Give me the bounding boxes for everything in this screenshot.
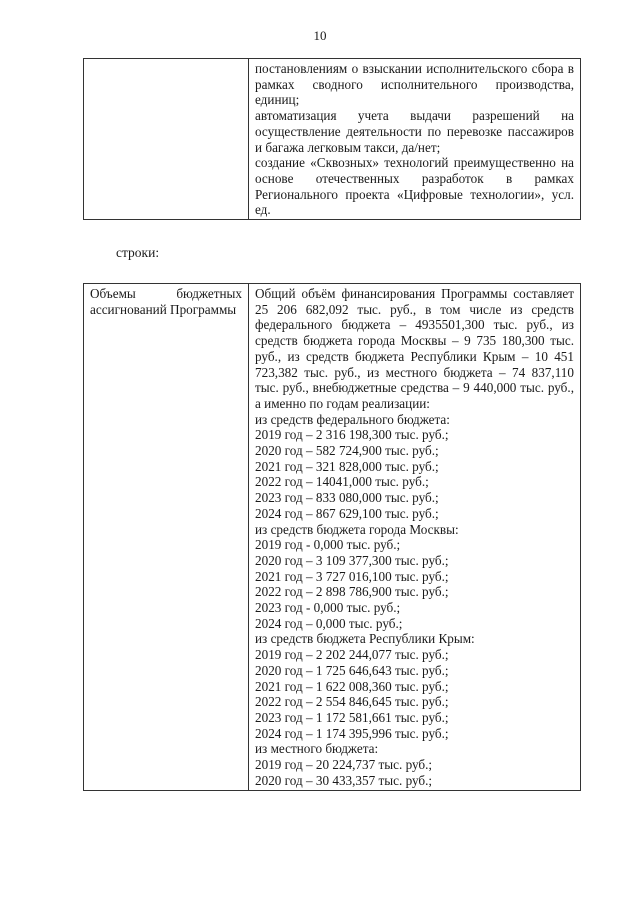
table-row	[84, 59, 581, 220]
budget-line: 2020 год – 30 433,357 тыс. руб.;	[255, 772, 433, 788]
budget-line: 2019 год – 2 202 244,077 тыс. руб.;	[255, 647, 449, 663]
page-number: 10	[313, 28, 327, 43]
budget-line: 2022 год – 14041,000 тыс. руб.;	[255, 474, 429, 490]
budget-line: 2024 год – 0,000 тыс. руб.;	[255, 615, 403, 631]
paragraph: автоматизация учета выдачи разрешений на осуществление деятельности по перевозке пассажиров и багажа легковым такси, да/нет;	[255, 108, 574, 155]
budget-line: 2020 год – 3 109 377,300 тыс. руб.;	[255, 552, 449, 568]
budget-line: 2024 год – 867 629,100 тыс. руб.;	[255, 505, 439, 521]
budget-line: 2023 год - 0,000 тыс. руб.;	[255, 600, 401, 616]
budget-intro: Общий объём финансирования Программы составляет 25 206 682,092 тыс. руб., в том числе из средств федерального бюджета – 4935501,300 тыс. руб., из средств бюджета города Москвы – 9 735 180,300 тыс. руб., из средств бюджета Республики Крым – 10 451 723,382 тыс. руб., из местного бюджета – 74 837,110 тыс. руб., внебюджетные средства – 9 440,000 тыс. руб., а именно по годам реализации:	[255, 286, 574, 411]
budget-lines	[255, 412, 574, 789]
budget-content-cell	[249, 284, 581, 791]
budget-line: 2024 год – 1 174 395,996 тыс. руб.;	[255, 725, 449, 741]
budget-line: 2022 год – 2 554 846,645 тыс. руб.;	[255, 694, 449, 710]
budget-line: из средств бюджета города Москвы:	[255, 521, 459, 537]
budget-line: 2022 год – 2 898 786,900 тыс. руб.;	[255, 584, 449, 600]
section-label: строки:	[116, 245, 160, 260]
budget-line: 2020 год – 582 724,900 тыс. руб.;	[255, 443, 439, 459]
budget-line: 2019 год - 0,000 тыс. руб.;	[255, 537, 401, 553]
top-table	[83, 58, 581, 220]
budget-label-cell: Объемы бюджетных ассигнований Программы	[84, 284, 249, 791]
budget-line: 2023 год – 833 080,000 тыс. руб.;	[255, 490, 439, 506]
budget-line: 2021 год – 321 828,000 тыс. руб.;	[255, 458, 439, 474]
budget-line: 2019 год – 20 224,737 тыс. руб.;	[255, 757, 433, 773]
top-table-content-cell	[249, 59, 581, 220]
budget-line: из средств бюджета Республики Крым:	[255, 631, 475, 647]
budget-line: 2023 год – 1 172 581,661 тыс. руб.;	[255, 709, 449, 725]
bottom-table	[83, 283, 581, 791]
budget-line: 2021 год – 1 622 008,360 тыс. руб.;	[255, 678, 449, 694]
budget-line: из местного бюджета:	[255, 741, 379, 757]
top-table-label-cell	[84, 59, 249, 220]
budget-line: 2019 год – 2 316 198,300 тыс. руб.;	[255, 427, 449, 443]
table-row	[84, 284, 581, 791]
budget-line: 2020 год – 1 725 646,643 тыс. руб.;	[255, 662, 449, 678]
budget-line: 2021 год – 3 727 016,100 тыс. руб.;	[255, 568, 449, 584]
budget-line: из средств федерального бюджета:	[255, 411, 450, 427]
paragraph: создание «Сквозных» технологий преимущественно на основе отечественных разработок в рамках Регионального проекта «Цифровые технологии», усл. ед.	[255, 155, 574, 218]
paragraph: постановлениям о взыскании исполнительского сбора в рамках сводного исполнительного производства, единиц;	[255, 61, 574, 108]
